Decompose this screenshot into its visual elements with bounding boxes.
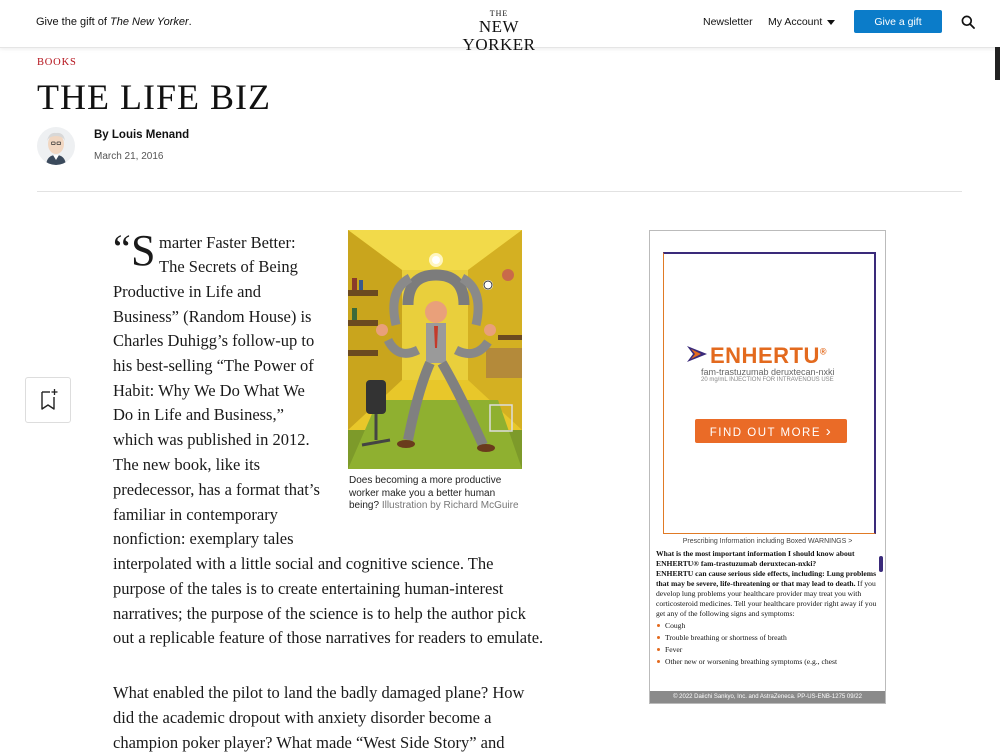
ad-scrollbar[interactable] bbox=[879, 556, 883, 572]
caption-text: Does becoming a more productive worker make you a better human being? bbox=[349, 475, 502, 511]
ad-brand-reg: ® bbox=[819, 346, 827, 357]
body-line: did the academic dropout with anxiety disorder become a bbox=[113, 708, 492, 727]
body-line: The new book, like its bbox=[113, 455, 261, 474]
body-line: which was published in 2012. bbox=[113, 430, 310, 449]
article-illustration[interactable] bbox=[348, 230, 522, 469]
chevron-right-icon: › bbox=[825, 422, 833, 440]
author-avatar[interactable] bbox=[37, 127, 75, 165]
gift-suffix: . bbox=[188, 16, 192, 28]
body-line: narratives; the purpose of the science is to help the author pick bbox=[113, 604, 526, 623]
ad-dose: 20 mg/mL INJECTION FOR INTRAVENOUS USE bbox=[701, 377, 834, 383]
body-line: Charles Duhigg’s follow-up to bbox=[113, 331, 315, 350]
publish-date: March 21, 2016 bbox=[94, 151, 164, 162]
ad-prescribing-info-link[interactable]: Prescribing Information including Boxed WARNINGS > bbox=[682, 538, 853, 545]
body-line: marter Faster Better: bbox=[159, 233, 296, 252]
give-gift-button[interactable]: Give a gift bbox=[854, 10, 942, 33]
author-name-link[interactable]: Louis Menand bbox=[111, 129, 190, 141]
ad-isi-question: What is the most important information I should know about ENHERTU® fam-trastuzumab deruxtecan-nxki? bbox=[656, 549, 855, 568]
body-line: purpose of the tales is to create entertaining human-interest bbox=[113, 579, 504, 598]
ad-isi-item: Fever bbox=[665, 645, 880, 655]
ad-find-out-more-button[interactable] bbox=[695, 419, 847, 443]
ad-isi-item: Trouble breathing or shortness of breath bbox=[665, 633, 880, 643]
body-line: out a replicable feature of those narratives for readers to emulate. bbox=[113, 628, 544, 647]
dropcap-quote: “ bbox=[113, 226, 131, 271]
ad-isi-warning: ENHERTU can cause serious side effects, including: Lung problems that may be severe, life-threatening or that may lead to death. bbox=[656, 569, 877, 588]
caption-credit: Illustration by Richard McGuire bbox=[381, 500, 519, 511]
illustration-image bbox=[348, 230, 522, 469]
body-line: his best-selling “The Power of bbox=[113, 356, 314, 375]
body-line: The Secrets of Being bbox=[159, 257, 298, 276]
body-line: familiar in contemporary bbox=[113, 505, 278, 524]
bookmark-plus-icon bbox=[26, 378, 70, 422]
body-line: Business” (Random House) is bbox=[113, 307, 312, 326]
search-icon[interactable] bbox=[961, 15, 975, 29]
dropcap-letter: S bbox=[131, 226, 156, 275]
site-header bbox=[0, 0, 1000, 54]
logo-the: THE bbox=[489, 9, 509, 18]
body-line: What enabled the pilot to land the badly damaged plane? How bbox=[113, 683, 525, 702]
body-line: nonfiction: exemplary tales bbox=[113, 529, 294, 548]
ad-footer: © 2022 Daiichi Sankyo, Inc. and AstraZeneca. PP-US-ENB-1275 09/22 bbox=[650, 691, 885, 703]
ad-frame bbox=[663, 252, 876, 534]
figure-caption bbox=[349, 475, 524, 513]
body-line: predecessor, has a format that’s bbox=[113, 480, 320, 499]
my-account-label: My Account bbox=[768, 16, 823, 28]
byline-prefix: By bbox=[94, 129, 112, 141]
ad-isi-body: If you develop lung problems your healthcare provider may treat you with corticosteroid medicines. Tell your healthcare provider right away if you get any of the following signs and symptoms: bbox=[656, 579, 877, 618]
logo-name: NEW YORKER bbox=[462, 17, 536, 54]
my-account-menu[interactable] bbox=[768, 16, 835, 28]
article-title: THE LIFE BIZ bbox=[37, 77, 271, 117]
gift-prefix: Give the gift of bbox=[36, 16, 110, 28]
header-divider bbox=[37, 191, 962, 192]
ad-cta-label: FIND OUT MORE bbox=[709, 426, 822, 439]
chevron-down-icon bbox=[827, 20, 835, 25]
ad-isi-item: Cough bbox=[665, 621, 880, 631]
gift-publication: The New Yorker bbox=[109, 16, 189, 28]
author-portrait-icon bbox=[37, 127, 75, 165]
site-logo[interactable] bbox=[449, 10, 549, 54]
advertisement[interactable] bbox=[649, 230, 886, 704]
save-article-button[interactable] bbox=[25, 377, 71, 423]
article-rubric[interactable]: BOOKS bbox=[37, 57, 77, 68]
body-line: Habit: Why We Do What We bbox=[113, 381, 305, 400]
ad-brand-name: ENHERTU bbox=[710, 343, 820, 368]
byline bbox=[94, 129, 189, 141]
newsletter-link[interactable]: Newsletter bbox=[703, 16, 753, 28]
enhertu-logo-icon bbox=[687, 345, 707, 363]
ad-isi-list bbox=[656, 621, 880, 667]
body-line: Do in Life and Business,” bbox=[113, 405, 284, 424]
ad-isi-item: Other new or worsening breathing symptoms (e.g., chest bbox=[665, 657, 880, 667]
body-line: interpolated with a little social and cognitive science. The bbox=[113, 554, 494, 573]
gift-promo-link[interactable] bbox=[36, 16, 192, 28]
scrollbar-edge[interactable] bbox=[995, 47, 1000, 80]
ad-brand bbox=[710, 343, 827, 369]
ad-generic-name: fam-trastuzumab deruxtecan-nxki bbox=[701, 367, 835, 377]
ad-safety-info[interactable] bbox=[656, 549, 880, 669]
body-line: Productive in Life and bbox=[113, 282, 262, 301]
body-line: champion poker player? What made “West Side Story” and bbox=[113, 733, 505, 752]
